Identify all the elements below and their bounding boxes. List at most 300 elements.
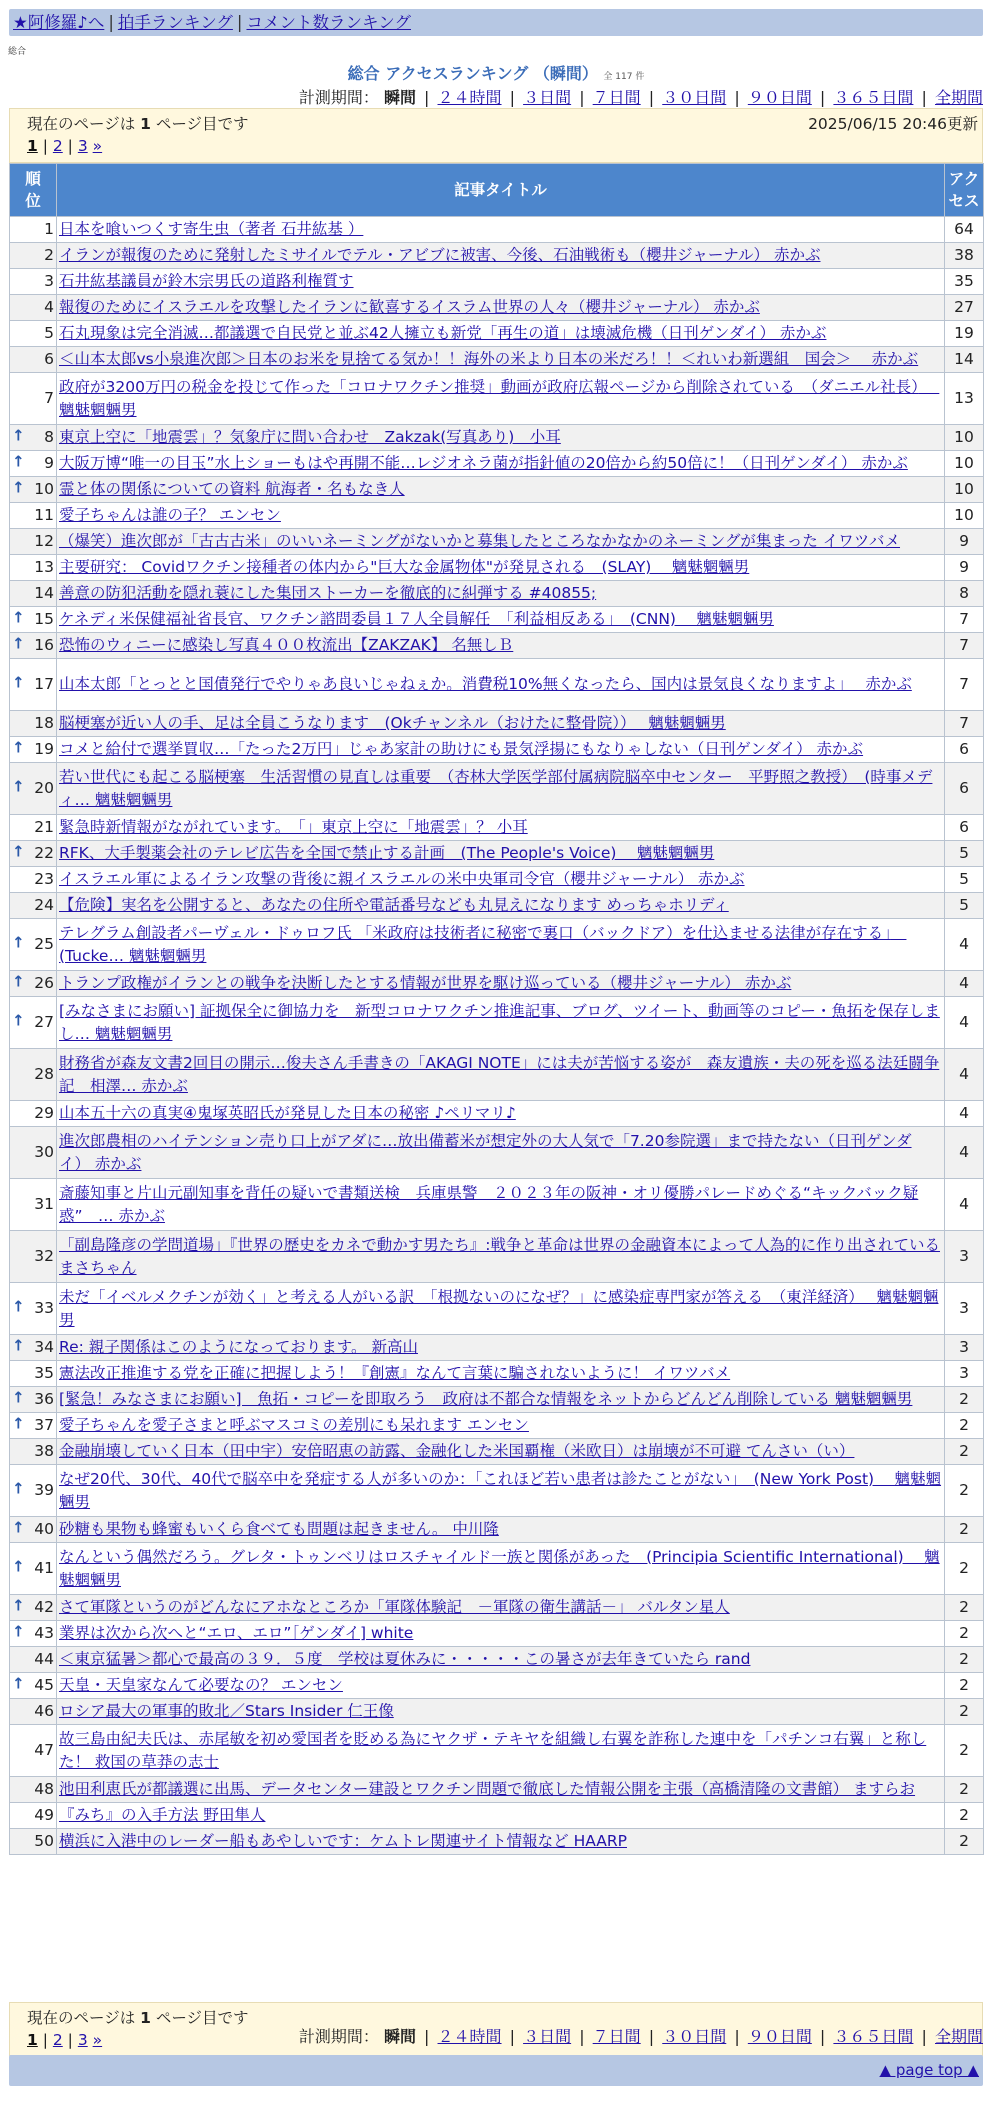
rank-number: 45 bbox=[34, 1676, 54, 1694]
article-link[interactable]: テレグラム創設者パーヴェル・ドゥロフ氏 「米政府は技術者に秘密で裏口（バックドア）を仕込ませる法律が存在する」 (Tucke… 魑魅魍魎男 bbox=[59, 923, 907, 965]
period-selector-bottom bbox=[299, 2024, 983, 2047]
period-link-2[interactable]: ３日間 bbox=[523, 88, 572, 107]
article-link[interactable]: 政府が3200万円の税金を投じて作った「コロナワクチン推奨」動画が政府広報ページから削除されている （ダニエル社長） 魑魅魍魎男 bbox=[59, 377, 940, 419]
table-row bbox=[10, 919, 984, 971]
table-row bbox=[10, 217, 984, 243]
top-nav-bar bbox=[9, 9, 983, 36]
table-row bbox=[10, 347, 984, 373]
access-count: 4 bbox=[945, 971, 984, 997]
up-arrow-icon: ↑ bbox=[12, 1414, 25, 1433]
access-count: 2 bbox=[945, 1647, 984, 1673]
page-top-link[interactable]: ▲ page top ▲ bbox=[879, 2061, 979, 2079]
rank-cell bbox=[10, 503, 57, 529]
up-arrow-icon: ↑ bbox=[12, 933, 25, 952]
title-cell bbox=[57, 841, 945, 867]
rank-number: 29 bbox=[34, 1104, 54, 1122]
access-count: 19 bbox=[945, 321, 984, 347]
rank-cell bbox=[10, 555, 57, 581]
rank-cell bbox=[10, 711, 57, 737]
rank-cell bbox=[10, 1465, 57, 1517]
period-separator: | bbox=[504, 2027, 521, 2046]
access-count: 10 bbox=[945, 477, 984, 503]
access-count: 27 bbox=[945, 295, 984, 321]
title-cell bbox=[57, 893, 945, 919]
title-cell bbox=[57, 295, 945, 321]
period-separator: | bbox=[916, 88, 932, 107]
title-cell bbox=[57, 1049, 945, 1101]
article-link[interactable]: ＜山本太郎vs小泉進次郎＞日本のお米を見捨てる気か！！海外の米より日本の米だろ！！＜れいわ新選組 国会＞ 赤かぶ bbox=[59, 350, 919, 368]
article-link[interactable]: 緊急時新情報がながれています。 「」東京上空に「地震雲」？ 小耳 bbox=[59, 818, 528, 836]
table-row bbox=[10, 1673, 984, 1699]
access-count: 7 bbox=[945, 633, 984, 659]
category-label: 総合 bbox=[8, 47, 27, 57]
period-link-2[interactable]: ３日間 bbox=[523, 2027, 572, 2046]
article-link[interactable]: 『みち』の入手方法 野田隼人 bbox=[59, 1806, 266, 1824]
table-row bbox=[10, 1413, 984, 1439]
article-link[interactable]: 日本を喰いつくす寄生虫（著者 石井紘基 ） bbox=[59, 220, 364, 238]
pager-page-2[interactable]: 2 bbox=[52, 2031, 63, 2049]
article-link[interactable]: 東京上空に「地震雲」？気象庁に問い合わせ Zakzak(写真あり) 小耳 bbox=[59, 428, 561, 446]
access-count: 4 bbox=[945, 1179, 984, 1231]
table-row bbox=[10, 1335, 984, 1361]
rank-number: 7 bbox=[44, 389, 54, 407]
table-row bbox=[10, 1543, 984, 1595]
article-link[interactable]: ＜東京猛暑＞都心で最高の３９．５度 学校は夏休みに・・・・・この暑さが去年きていたら rand bbox=[59, 1650, 751, 1668]
up-arrow-icon: ↑ bbox=[12, 972, 25, 991]
title-cell bbox=[57, 581, 945, 607]
up-arrow-icon: ↑ bbox=[12, 673, 25, 692]
rank-number: 39 bbox=[34, 1481, 54, 1499]
title-cell bbox=[57, 321, 945, 347]
rank-number: 28 bbox=[34, 1065, 54, 1083]
title-cell bbox=[57, 919, 945, 971]
article-link[interactable]: 憲法改正推進する党を正確に把握しよう！『創憲』なんて言葉に騙されないように！ イワツバメ bbox=[59, 1364, 731, 1382]
article-link[interactable]: 報復のためにイスラエルを攻撃したイランに歓喜するイスラム世界の人々（櫻井ジャーナル） 赤かぶ bbox=[59, 298, 760, 316]
article-link[interactable]: さて軍隊というのがどんなにアホなところか「軍隊体験記 －軍隊の衛生講話－」 バルタン星人 bbox=[59, 1598, 730, 1616]
article-link[interactable]: 天皇・天皇家なんて必要なの？ エンセン bbox=[59, 1676, 343, 1694]
article-link[interactable]: 若い世代にも起こる脳梗塞 生活習慣の見直しは重要 （杏林大学医学部付属病院脳卒中センター 平野照之教授） (時事メディ… 魑魅魍魎男 bbox=[59, 767, 933, 809]
table-row bbox=[10, 659, 984, 711]
access-count: 3 bbox=[945, 1361, 984, 1387]
article-link[interactable]: 主要研究： Covidワクチン接種者の体内から"巨大な金属物体"が発見される (SLAY) 魑魅魍魎男 bbox=[59, 558, 750, 576]
rank-number: 42 bbox=[34, 1598, 54, 1616]
up-arrow-icon: ↑ bbox=[12, 634, 25, 653]
ranking-table bbox=[9, 163, 984, 1855]
table-row bbox=[10, 269, 984, 295]
table-row bbox=[10, 737, 984, 763]
table-row bbox=[10, 971, 984, 997]
access-count: 3 bbox=[945, 1335, 984, 1361]
nav-link-comment-ranking[interactable]: コメント数ランキング bbox=[246, 13, 411, 32]
up-arrow-icon: ↑ bbox=[12, 842, 25, 861]
table-row bbox=[10, 1361, 984, 1387]
period-link-1[interactable]: ２４時間 bbox=[437, 2027, 502, 2046]
access-count: 2 bbox=[945, 1543, 984, 1595]
title-cell bbox=[57, 1647, 945, 1673]
period-separator: | bbox=[916, 2027, 932, 2046]
rank-cell bbox=[10, 1413, 57, 1439]
title-cell bbox=[57, 451, 945, 477]
rank-number: 33 bbox=[34, 1299, 54, 1317]
pager-current-number: 1 bbox=[140, 115, 151, 133]
article-link[interactable]: ロシア最大の軍事的敗北／Stars Insider 仁王像 bbox=[59, 1702, 394, 1720]
table-row bbox=[10, 321, 984, 347]
title-cell bbox=[57, 1361, 945, 1387]
title-cell bbox=[57, 1829, 945, 1855]
rank-cell bbox=[10, 477, 57, 503]
title-cell bbox=[57, 1621, 945, 1647]
rank-cell bbox=[10, 529, 57, 555]
article-link[interactable]: なぜ20代、30代、40代で脳卒中を発症する人が多いのか：「これほど若い患者は診たことがない」 (New York Post) 魑魅魍魎男 bbox=[59, 1469, 942, 1511]
access-count: 2 bbox=[945, 1621, 984, 1647]
article-link[interactable]: [緊急！みなさまにお願い] 魚拓・コピーを即取ろう 政府は不都合な情報をネットからどんどん削除している 魑魅魍魎男 bbox=[59, 1390, 913, 1408]
title-cell bbox=[57, 477, 945, 503]
article-link[interactable]: 「副島隆彦の学問道場」『世界の歴史をカネで動かす男たち』:戦争と革命は世界の金融資本によって人為的に作り出されている まさちゃん bbox=[59, 1235, 940, 1277]
rank-cell bbox=[10, 815, 57, 841]
article-link[interactable]: Re: 親子関係はこのようになっております。 新高山 bbox=[59, 1338, 418, 1356]
up-arrow-icon: ↑ bbox=[12, 1388, 25, 1407]
pager-next-link[interactable]: » bbox=[92, 2031, 103, 2049]
article-link[interactable]: 山本五十六の真実④鬼塚英昭氏が発見した日本の秘密 ♪ペリマリ♪ bbox=[59, 1104, 516, 1122]
title-cell bbox=[57, 607, 945, 633]
period-link-3[interactable]: ７日間 bbox=[592, 2027, 641, 2046]
article-link[interactable]: 故三島由紀夫氏は、赤尾敏を初め愛国者を貶める為にヤクザ・テキヤを組織し右翼を詐称した連中を「パチンコ右翼」と称した！ 救国の草莽の志士 bbox=[59, 1729, 927, 1771]
title-cell bbox=[57, 737, 945, 763]
rank-cell bbox=[10, 841, 57, 867]
rank-cell bbox=[10, 971, 57, 997]
pager-separator: | bbox=[62, 2031, 78, 2049]
period-current: 瞬間 bbox=[383, 2027, 416, 2046]
rank-cell bbox=[10, 737, 57, 763]
rank-cell bbox=[10, 1101, 57, 1127]
period-separator: | bbox=[814, 2027, 831, 2046]
table-row bbox=[10, 893, 984, 919]
table-row bbox=[10, 503, 984, 529]
table-row bbox=[10, 607, 984, 633]
rank-number: 41 bbox=[34, 1559, 54, 1577]
access-count: 3 bbox=[945, 1231, 984, 1283]
access-count: 4 bbox=[945, 1101, 984, 1127]
article-link[interactable]: [みなさまにお願い] 証拠保全に御協力を 新型コロナワクチン推進記事、ブログ、ツイート、動画等のコピー・魚拓を保存しまし… 魑魅魍魎男 bbox=[59, 1001, 940, 1043]
rank-cell bbox=[10, 1699, 57, 1725]
title-cell bbox=[57, 1335, 945, 1361]
rank-number: 37 bbox=[34, 1416, 54, 1434]
access-count: 2 bbox=[945, 1465, 984, 1517]
nav-link-asyura[interactable]: ★阿修羅♪へ bbox=[13, 13, 105, 32]
title-cell bbox=[57, 1127, 945, 1179]
pager-page-2[interactable]: 2 bbox=[52, 137, 63, 155]
up-arrow-icon: ↑ bbox=[12, 1297, 25, 1316]
rank-number: 23 bbox=[34, 870, 54, 888]
rank-number: 21 bbox=[34, 818, 54, 836]
rank-cell bbox=[10, 1595, 57, 1621]
up-arrow-icon: ↑ bbox=[12, 1336, 25, 1355]
period-selector-top bbox=[299, 85, 983, 108]
article-link[interactable]: なんという偶然だろう。グレタ・トゥンベリはロスチャイルド一族と関係があった (Principia Scientific International) 魑魅魍魎男 bbox=[59, 1547, 940, 1589]
table-row bbox=[10, 295, 984, 321]
access-count: 2 bbox=[945, 1777, 984, 1803]
rank-number: 14 bbox=[34, 584, 54, 602]
pager-page-current: 1 bbox=[27, 137, 38, 155]
period-link-6[interactable]: ３６５日間 bbox=[833, 88, 914, 107]
article-link[interactable]: RFK、大手製薬会社のテレビ広告を全国で禁止する計画 (The People's Voice) 魑魅魍魎男 bbox=[59, 844, 715, 862]
rank-number: 27 bbox=[34, 1013, 54, 1031]
rank-cell bbox=[10, 451, 57, 477]
up-arrow-icon: ↑ bbox=[12, 608, 25, 627]
title-cell bbox=[57, 1777, 945, 1803]
pager-top bbox=[9, 108, 983, 163]
title-cell bbox=[57, 1283, 945, 1335]
table-row bbox=[10, 1231, 984, 1283]
title-cell bbox=[57, 1699, 945, 1725]
period-label: 計測期間： bbox=[298, 2027, 384, 2046]
access-count: 4 bbox=[945, 1049, 984, 1101]
article-link[interactable]: イスラエル軍によるイラン攻撃の背後に親イスラエルの米中央軍司令官（櫻井ジャーナル） 赤かぶ bbox=[59, 870, 745, 888]
pager-page-3[interactable]: 3 bbox=[77, 2031, 88, 2049]
rank-number: 6 bbox=[44, 350, 54, 368]
table-row bbox=[10, 425, 984, 451]
up-arrow-icon: ↑ bbox=[12, 777, 25, 796]
page-title-text: 総合 アクセスランキング （瞬間） bbox=[347, 64, 598, 83]
table-row bbox=[10, 633, 984, 659]
article-link[interactable]: 財務省が森友文書2回目の開示…俊夫さん手書きの「AKAGI NOTE」には夫が苦悩する姿が 森友遺族・夫の死を巡る法廷闘争記 相澤… 赤かぶ bbox=[59, 1053, 940, 1095]
article-link[interactable]: 脳梗塞が近い人の手、足は全員こうなります (Okチャンネル（おけたに整骨院）） 魑魅魍魎男 bbox=[59, 714, 726, 732]
table-row bbox=[10, 1595, 984, 1621]
rank-number: 36 bbox=[34, 1390, 54, 1408]
period-link-1[interactable]: ２４時間 bbox=[437, 88, 502, 107]
article-link[interactable]: トランプ政権がイランとの戦争を決断したとする情報が世界を駆け巡っている（櫻井ジャーナル） 赤かぶ bbox=[59, 974, 792, 992]
rank-cell bbox=[10, 1439, 57, 1465]
period-link-5[interactable]: ９０日間 bbox=[747, 88, 812, 107]
article-link[interactable]: 恐怖のウィニーに感染し写真４００枚流出【ZAKZAK】 名無しＢ bbox=[59, 636, 514, 654]
rank-cell bbox=[10, 1621, 57, 1647]
article-link[interactable]: 【危険】実名を公開すると、あなたの住所や電話番号なども丸見えになります めっちゃホリディ bbox=[59, 896, 729, 914]
pager-next-link[interactable]: » bbox=[92, 137, 103, 155]
rank-number: 2 bbox=[44, 246, 54, 264]
access-count: 6 bbox=[945, 763, 984, 815]
title-cell bbox=[57, 763, 945, 815]
access-count: 2 bbox=[945, 1673, 984, 1699]
table-row bbox=[10, 841, 984, 867]
up-arrow-icon: ↑ bbox=[12, 478, 25, 497]
table-row bbox=[10, 451, 984, 477]
rank-number: 26 bbox=[34, 974, 54, 992]
table-row bbox=[10, 1699, 984, 1725]
pager-current-number: 1 bbox=[140, 2009, 151, 2027]
article-link[interactable]: 横浜に入港中のレーダー船もあやしいです：ケムトレ関連サイト情報など HAARP bbox=[59, 1832, 627, 1850]
table-row bbox=[10, 1777, 984, 1803]
access-count: 5 bbox=[945, 893, 984, 919]
article-link[interactable]: 金融崩壊していく日本（田中宇）安倍昭恵の訪露、金融化した米国覇権（米欧日）は崩壊が不可避 てんさい（い） bbox=[59, 1442, 855, 1460]
rank-number: 18 bbox=[34, 714, 54, 732]
title-cell bbox=[57, 425, 945, 451]
rank-number: 24 bbox=[34, 896, 54, 914]
title-cell bbox=[57, 1673, 945, 1699]
title-cell bbox=[57, 1725, 945, 1777]
table-header-row bbox=[10, 164, 984, 217]
up-arrow-icon: ↑ bbox=[12, 738, 25, 757]
up-arrow-icon: ↑ bbox=[12, 1479, 25, 1498]
table-row bbox=[10, 1387, 984, 1413]
rank-cell bbox=[10, 373, 57, 425]
period-link-3[interactable]: ７日間 bbox=[592, 88, 641, 107]
access-count: 38 bbox=[945, 243, 984, 269]
rank-number: 35 bbox=[34, 1364, 54, 1382]
access-count: 2 bbox=[945, 1725, 984, 1777]
title-cell bbox=[57, 659, 945, 711]
table-row bbox=[10, 1829, 984, 1855]
rank-number: 38 bbox=[34, 1442, 54, 1460]
period-separator: | bbox=[574, 2027, 590, 2046]
article-link[interactable]: イランが報復のために発射したミサイルでテル・アビブに被害、今後、石油戦術も（櫻井ジャーナル） 赤かぶ bbox=[59, 246, 821, 264]
rank-cell bbox=[10, 321, 57, 347]
title-cell bbox=[57, 1517, 945, 1543]
rank-cell bbox=[10, 347, 57, 373]
rank-cell bbox=[10, 243, 57, 269]
article-link[interactable]: 池田利恵氏が都議選に出馬、データセンター建設とワクチン問題で徹底した情報公開を主張（高橋清隆の文書館） ますらお bbox=[59, 1780, 916, 1798]
rank-number: 22 bbox=[34, 844, 54, 862]
table-row bbox=[10, 1725, 984, 1777]
rank-cell bbox=[10, 269, 57, 295]
article-link[interactable]: コメと給付で選挙買収…「たった2万円」じゃあ家計の助けにも景気浮揚にもなりゃしない（日刊ゲンダイ） 赤かぶ bbox=[59, 740, 864, 758]
rank-number: 48 bbox=[34, 1780, 54, 1798]
rank-cell bbox=[10, 1647, 57, 1673]
rank-cell bbox=[10, 425, 57, 451]
up-arrow-icon: ↑ bbox=[12, 1674, 25, 1693]
access-count: 4 bbox=[945, 1127, 984, 1179]
period-separator: | bbox=[643, 88, 660, 107]
title-cell bbox=[57, 1595, 945, 1621]
rank-number: 3 bbox=[44, 272, 54, 290]
access-count: 2 bbox=[945, 1803, 984, 1829]
article-link[interactable]: 未だ「イベルメクチンが効く」と考える人がいる訳 「根拠ないのになぜ？」に感染症専門家が答える （東洋経済） 魑魅魍魎男 bbox=[59, 1287, 939, 1329]
article-link[interactable]: （爆笑）進次郎が「古古古米」のいいネーミングがないかと募集したところなかなかのネーミングが集まった イワツバメ bbox=[59, 532, 901, 550]
rank-number: 40 bbox=[34, 1520, 54, 1538]
table-row bbox=[10, 529, 984, 555]
up-arrow-icon: ↑ bbox=[12, 1557, 25, 1576]
rank-cell bbox=[10, 1829, 57, 1855]
rank-number: 30 bbox=[34, 1143, 54, 1161]
rank-number: 43 bbox=[34, 1624, 54, 1642]
title-cell bbox=[57, 971, 945, 997]
period-link-7[interactable]: 全期間 bbox=[934, 2027, 983, 2046]
period-link-4[interactable]: ３０日間 bbox=[662, 88, 727, 107]
rank-number: 44 bbox=[34, 1650, 54, 1668]
header-rank: 順 位 bbox=[10, 164, 57, 217]
rank-number: 16 bbox=[34, 636, 54, 654]
rank-number: 17 bbox=[34, 675, 54, 693]
title-cell bbox=[57, 1231, 945, 1283]
access-count: 5 bbox=[945, 867, 984, 893]
table-row bbox=[10, 373, 984, 425]
article-link[interactable]: ケネディ米保健福祉省長官、ワクチン諮問委員１７人全員解任 「利益相反ある」 (CNN) 魑魅魍魎男 bbox=[59, 610, 774, 628]
article-link[interactable]: 愛子ちゃんを愛子さまと呼ぶマスコミの差別にも呆れます エンセン bbox=[59, 1416, 529, 1434]
rank-number: 46 bbox=[34, 1702, 54, 1720]
article-link[interactable]: 業界は次から次へと“エロ、エロ”［ゲンダイ] white bbox=[59, 1624, 414, 1642]
access-count: 2 bbox=[945, 1517, 984, 1543]
title-cell bbox=[57, 503, 945, 529]
rank-number: 10 bbox=[34, 480, 54, 498]
title-cell bbox=[57, 373, 945, 425]
access-count: 2 bbox=[945, 1413, 984, 1439]
nav-link-applause-ranking[interactable]: 拍手ランキング bbox=[117, 13, 233, 32]
table-row bbox=[10, 997, 984, 1049]
period-link-7[interactable]: 全期間 bbox=[934, 88, 983, 107]
table-row bbox=[10, 1465, 984, 1517]
rank-number: 47 bbox=[34, 1741, 54, 1759]
table-row bbox=[10, 243, 984, 269]
article-link[interactable]: 霊と体の関係についての資料 航海者・名もなき人 bbox=[59, 480, 405, 498]
nav-separator: | bbox=[236, 13, 243, 32]
rank-cell bbox=[10, 1387, 57, 1413]
period-link-5[interactable]: ９０日間 bbox=[747, 2027, 812, 2046]
title-cell bbox=[57, 347, 945, 373]
access-count: 2 bbox=[945, 1387, 984, 1413]
article-link[interactable]: 石井紘基議員が鈴木宗男氏の道路利権質す bbox=[59, 272, 354, 290]
rank-cell bbox=[10, 1517, 57, 1543]
table-row bbox=[10, 867, 984, 893]
rank-cell bbox=[10, 1803, 57, 1829]
rank-cell bbox=[10, 867, 57, 893]
article-link[interactable]: 石丸現象は完全消滅…都議選で自民党と並ぶ42人擁立も新党「再生の道」は壊滅危機（日刊ゲンダイ） 赤かぶ bbox=[59, 324, 827, 342]
table-row bbox=[10, 763, 984, 815]
table-row bbox=[10, 1517, 984, 1543]
rank-number: 8 bbox=[44, 428, 54, 446]
rank-number: 25 bbox=[34, 935, 54, 953]
article-link[interactable]: 砂糖も果物も蜂蜜もいくら食べても問題は起きません。 中川隆 bbox=[59, 1520, 499, 1538]
period-separator: | bbox=[574, 88, 590, 107]
rank-number: 19 bbox=[34, 740, 54, 758]
rank-number: 20 bbox=[34, 779, 54, 797]
period-separator: | bbox=[418, 88, 435, 107]
pager-text-post: ページ目です bbox=[150, 2009, 249, 2027]
rank-cell bbox=[10, 1179, 57, 1231]
up-arrow-icon: ↑ bbox=[12, 452, 25, 471]
access-count: 6 bbox=[945, 815, 984, 841]
access-count: 14 bbox=[945, 347, 984, 373]
article-link[interactable]: 善意の防犯活動を隠れ蓑にした集団ストーカーを徹底的に糾弾する #40855; bbox=[59, 584, 597, 602]
pager-page-3[interactable]: 3 bbox=[77, 137, 88, 155]
pager-text-pre: 現在のページは bbox=[27, 115, 141, 133]
rank-cell bbox=[10, 1543, 57, 1595]
rank-cell bbox=[10, 581, 57, 607]
period-current: 瞬間 bbox=[383, 88, 416, 107]
article-link[interactable]: 愛子ちゃんは誰の子？ エンセン bbox=[59, 506, 281, 524]
up-arrow-icon: ↑ bbox=[12, 1518, 25, 1537]
title-cell bbox=[57, 867, 945, 893]
period-link-6[interactable]: ３６５日間 bbox=[833, 2027, 914, 2046]
up-arrow-icon: ↑ bbox=[12, 1596, 25, 1615]
article-link[interactable]: 進次郎農相のハイテンション売り口上がアダに…放出備蓄米が想定外の大人気で「7.20参院選」まで持たない（日刊ゲンダイ） 赤かぶ bbox=[59, 1131, 912, 1173]
rank-cell bbox=[10, 607, 57, 633]
period-separator: | bbox=[814, 88, 831, 107]
access-count: 35 bbox=[945, 269, 984, 295]
access-count: 3 bbox=[945, 1283, 984, 1335]
period-separator: | bbox=[418, 2027, 435, 2046]
article-link[interactable]: 斎藤知事と片山元副知事を背任の疑いで書類送検 兵庫県警 ２０２３年の阪神・オリ優勝パレードめぐる“キックバック疑惑” … 赤かぶ bbox=[59, 1183, 919, 1225]
period-link-4[interactable]: ３０日間 bbox=[662, 2027, 727, 2046]
nav-separator: | bbox=[108, 13, 114, 32]
article-link[interactable]: 山本太郎「とっとと国債発行でやりゃあ良いじゃねぇか。消費税10%無くなったら、国内は景気良くなりますよ」 赤かぶ bbox=[59, 675, 912, 693]
title-cell bbox=[57, 1439, 945, 1465]
article-link[interactable]: 大阪万博“唯一の目玉”水上ショーもはや再開不能…レジオネラ菌が指針値の20倍から約50倍に！（日刊ゲンダイ） 赤かぶ bbox=[59, 454, 908, 472]
table-row bbox=[10, 1283, 984, 1335]
header-access: アク セス bbox=[945, 164, 984, 217]
access-count: 7 bbox=[945, 659, 984, 711]
table-row bbox=[10, 477, 984, 503]
total-count: 全 117 件 bbox=[603, 72, 645, 82]
header-title: 記事タイトル bbox=[57, 164, 945, 217]
